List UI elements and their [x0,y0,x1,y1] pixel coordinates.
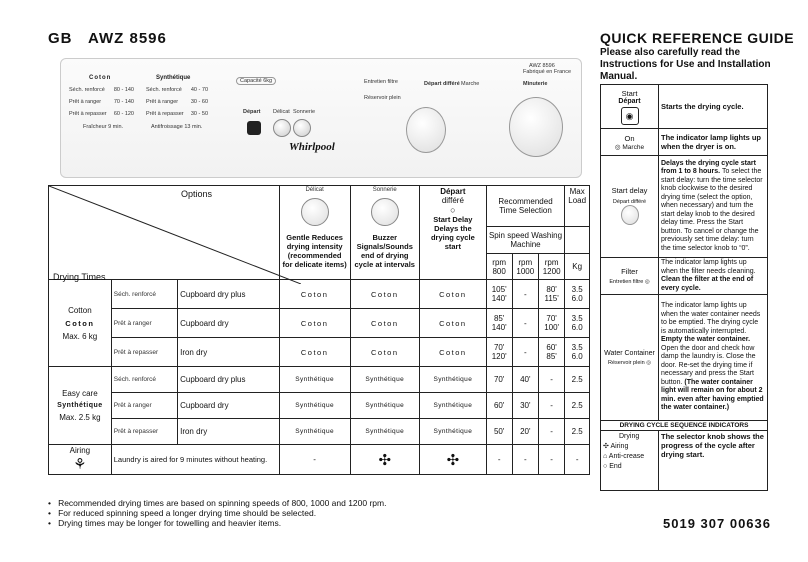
filter-sub-wrap: Entretien filtre ◎ [609,279,650,285]
water-sub-wrap: Réservoir plein ◎ [607,359,651,366]
row-opt: Coton [419,280,486,309]
cotton-label: Cotton [68,305,92,315]
row-r1200: 80' 115' [538,280,564,309]
row-opt: Coton [279,280,350,309]
quick-ref-title: QUICK REFERENCE GUIDE [600,30,795,46]
row-r1000: - [512,280,538,309]
differe-label: différé [441,196,464,205]
row-r1000: 40' [512,367,538,393]
recommended-header: Recommended Time Selection [486,186,565,227]
panel-capacity: Capacité 6kg [236,77,276,85]
row-r1000: 30' [512,393,538,419]
panel-row: Séch. renforcé 40 - 70 [146,87,208,93]
row-opt: Synthétique [419,419,486,445]
start-cell [601,85,659,129]
blank-cell [565,227,590,254]
fan-icon: ✣ [350,445,419,475]
panel-entretien: Entretien filtre [364,79,398,85]
row-opt: Coton [350,338,419,367]
delay-desc: Start Delay Delays the drying cycle start [430,215,475,251]
diagonal-line [49,186,301,284]
panel-reservoir: Réservoir plein [364,95,401,101]
footnote: • Recommended drying times are based on spinning speeds of 800, 1000 and 1200 rpm. [48,498,387,508]
row-kg: 3.5 6.0 [565,309,590,338]
delay-circle-icon: ○ [450,205,456,215]
start-button-icon [247,121,261,135]
filter-desc: The indicator lamp lights up when the filter needs cleaning. Clean the filter at the end of every cycle. [659,258,768,295]
panel-fab: Fabriqué en France [523,69,571,75]
row-r1200: 70' 100' [538,309,564,338]
seq-drying: Drying [619,433,640,440]
seq-anticrease: Anti-crease [608,453,645,460]
row-r1000: - [512,309,538,338]
panel-row: Prêt à ranger 30 - 60 [146,99,208,105]
row-en: Cupboard dry [178,393,280,419]
panel-synthetique: Synthétique [156,75,191,81]
timer-knob-icon [509,97,563,157]
fan-icon: ✣ [419,445,486,475]
row-fr: Prêt à repasser [111,338,177,367]
synth-label: Synthétique [57,402,103,409]
fan-icon: ✣ [603,443,611,450]
panel-row: Séch. renforcé 80 - 140 [69,87,134,93]
panel-sonnerie: Sonnerie [293,109,316,115]
depart-label: Départ [440,187,466,196]
airing-desc: Laundry is aired for 9 minutes without heating. [111,445,279,475]
airing-dash: - [486,445,512,475]
fan-icon: ⚘ [73,456,87,473]
row-r800: 105' 140' [486,280,512,309]
seq-desc: The selector knob shows the progress of the cycle after drying start. [659,431,768,491]
col-sonnerie [350,186,419,280]
row-opt: Synthétique [350,393,419,419]
row-opt: Synthétique [350,367,419,393]
rpm-1000-header: rpm 1000 [512,254,538,280]
panel-row: Prêt à repasser 30 - 50 [146,111,208,117]
panel-brand: Whirlpool [289,141,335,153]
water-cell [601,295,659,421]
row-en: Iron dry [178,419,280,445]
row-opt: Synthétique [279,393,350,419]
row-r800: 85' 140' [486,309,512,338]
drying-times-table [48,185,590,475]
filter-cell [601,258,659,295]
end-circle-icon: ○ [603,463,610,470]
row-en: Cupboard dry plus [178,280,280,309]
row-r800: 70' 120' [486,338,512,367]
delay-knob-icon [621,205,639,225]
easycare-group [49,367,112,445]
row-kg: 2.5 [565,367,590,393]
control-panel-illustration [60,58,582,178]
easycare-label: Easy care [62,389,98,398]
document-code: 5019 307 00636 [663,516,771,531]
footnote: • Drying times may be longer for towelling and heavier items. [48,518,282,528]
row-r1200: 60' 85' [538,338,564,367]
panel-delicat: Délicat [273,109,290,115]
panel-row: Prêt à repasser 60 - 120 [69,111,134,117]
on-label: On [624,133,635,143]
row-fr: Prêt à repasser [111,419,177,445]
delay-sub: Départ différé [612,199,647,205]
seq-airing: Airing [610,443,629,450]
cotton-group [49,280,112,367]
airing-dash: - [538,445,564,475]
row-opt: Synthétique [419,367,486,393]
delay-desc: Delays the drying cycle start from 1 to 8 hours. To select the start delay: turn the time selector knob clockwise to the desired drying time (select the option, when necessary) and turn the start delay knob to the desired delay time. Press the Start button. To cancel or change the previously set time delay: turn the time selector knob to “0”. [659,156,768,258]
iron-icon: ⌂ [603,453,609,460]
row-r800: 50' [486,419,512,445]
panel-model-small: AWZ 8596 [529,63,555,69]
options-header: Options [181,189,213,199]
buzzer-button-icon [371,198,399,226]
row-fr: Séch. renforcé [111,367,177,393]
quick-ref-table [600,84,768,491]
start-desc: Starts the drying cycle. [659,85,768,129]
buzzer-desc: Buzzer Signals/Sounds end of drying cycle at intervals [354,233,415,269]
panel-marche: Marche [461,81,480,87]
filter-label: Filter [621,267,638,276]
water-desc: The indicator lamp lights up when the water container needs to be emptied. The drying cycle is automatically interrupted. Empty the water container. Open the door and check how damp the laundry is. Close the door. Re-set the drying time if necessary and press the Start button. (The water container light will remain on for about 2 min. even after having emptied the water container.) [659,295,768,421]
quick-ref-subtitle: Please also carefully read the Instructions for Use and Installation Manual. [600,47,771,82]
row-opt: Coton [279,338,350,367]
region-code: GB [48,30,73,47]
airing-dash: - [565,445,590,475]
row-r1000: 20' [512,419,538,445]
row-en: Cupboard dry plus [178,367,280,393]
gentle-desc: Gentle Reduces drying intensity (recommended for delicate items) [282,233,347,269]
rpm-800-header: rpm 800 [486,254,512,280]
on-desc: The indicator lamp lights up when the dryer is on. [659,129,768,156]
seq-list [601,431,659,491]
row-kg: 3.5 6.0 [565,280,590,309]
row-r1200: - [538,367,564,393]
footnotes [48,498,386,528]
max-load-header: Max Load [565,186,590,227]
cotton-max: Max. 6 kg [62,331,98,341]
delicat-label: Délicat [305,187,324,193]
col-depart [419,186,486,280]
row-fr: Prêt à ranger [111,309,177,338]
on-sub: Marche [622,143,645,151]
row-kg: 3.5 6.0 [565,338,590,367]
kg-header: Kg [565,254,590,280]
row-en: Iron dry [178,338,280,367]
rpm-1200-header: rpm 1200 [538,254,564,280]
panel-row: Prêt à ranger 70 - 140 [69,99,134,105]
spin-header: Spin speed Washing Machine [486,227,565,254]
row-opt: Synthétique [279,367,350,393]
easycare-max: Max. 2.5 kg [59,413,101,422]
airing-dash: - [512,445,538,475]
water-sub: Réservoir plein [607,359,645,366]
panel-coton: Coton [89,75,112,81]
row-opt: Coton [419,338,486,367]
filter-sub: Entretien filtre [609,279,644,285]
row-kg: 2.5 [565,419,590,445]
delicate-button-icon [273,119,291,137]
on-cell [601,129,659,156]
delay-knob-icon [406,107,446,153]
row-opt: Coton [419,309,486,338]
row-fr: Séch. renforcé [111,280,177,309]
coton-label: Coton [65,318,95,328]
panel-depart-differe: Départ différé [424,81,460,87]
airing-dash: - [279,445,350,475]
row-r800: 70' [486,367,512,393]
footnote: • For reduced spinning speed a longer drying time should be selected. [48,508,317,518]
lamp-icon: ◎ [614,143,623,151]
drying-times-header: Drying Times [53,272,106,282]
panel-fraicheur: Fraîcheur 9 min. [83,124,124,130]
model-number: AWZ 8596 [88,30,167,47]
seq-title: DRYING CYCLE SEQUENCE INDICATORS [601,421,768,431]
airing-group [49,445,112,475]
row-opt: Synthétique [350,419,419,445]
start-btn-label: Départ [618,97,641,105]
table-corner-cell [49,186,280,280]
airing-label: Airing [69,446,91,455]
start-button-icon: ◉ [621,107,639,125]
seq-end: End [609,463,622,470]
delay-label: Start delay [611,186,648,195]
row-opt: Synthétique [419,393,486,419]
row-opt: Coton [350,309,419,338]
row-r1000: - [512,338,538,367]
row-r1200: - [538,419,564,445]
delicate-button-icon [301,198,329,226]
buzzer-button-icon [293,119,311,137]
row-opt: Coton [350,280,419,309]
panel-antifroissage: Antifroissage 13 min. [151,124,203,130]
row-opt: Synthétique [279,419,350,445]
sonnerie-label: Sonnerie [372,187,397,193]
panel-depart: Départ [243,109,261,115]
row-opt: Coton [279,309,350,338]
start-label: Start [621,88,638,98]
row-r1200: - [538,393,564,419]
row-r800: 60' [486,393,512,419]
water-label: Water Container [604,349,655,357]
row-kg: 2.5 [565,393,590,419]
row-en: Cupboard dry [178,309,280,338]
panel-minuterie: Minuterie [523,81,548,87]
row-fr: Prêt à ranger [111,393,177,419]
delay-cell [601,156,659,258]
